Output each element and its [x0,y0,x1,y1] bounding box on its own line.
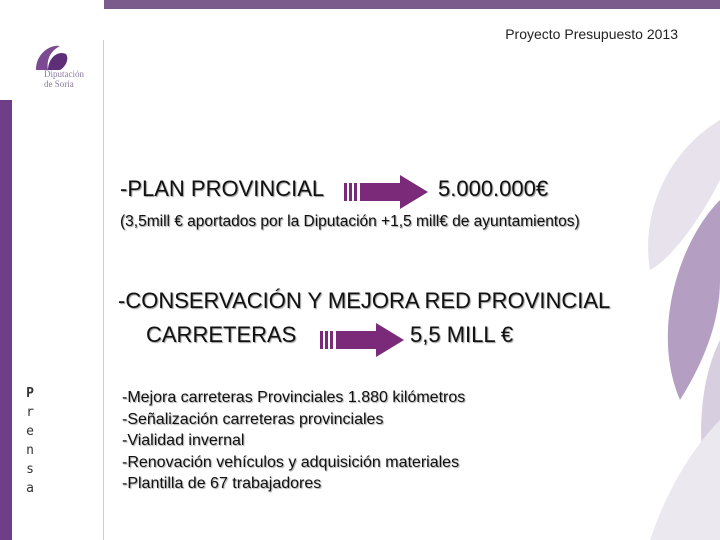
plan-provincial-note: (3,5mill € aportados por la Diputación +1,5 mill€ de ayuntamientos) [120,213,580,230]
list-item: -Mejora carreteras Provinciales 1.880 kilómetros [122,389,466,406]
side-label-prensa: P r e n s a [26,386,34,496]
conservacion-value: 5,5 MILL € [410,322,514,347]
logo-text: Diputación de Soria [44,69,84,89]
arrow-right-icon [318,322,406,358]
left-accent-bar [0,100,12,540]
list-item: -Señalización carreteras provinciales [122,410,384,428]
top-accent-bar [104,0,720,9]
list-item: -Plantilla de 67 trabajadores [122,475,322,492]
conservacion-label-line1: -CONSERVACIÓN Y MEJORA RED PROVINCIAL [118,288,611,313]
arrow-right-icon [342,174,430,210]
plan-provincial-value: 5.000.000€ [438,176,549,201]
decorative-leaf-shapes [610,120,720,540]
conservacion-label-line2: CARRETERAS [146,322,297,347]
list-item: -Vialidad invernal [122,432,245,449]
presentation-title: Proyecto Presupuesto 2013 [505,26,678,42]
vertical-divider [103,40,104,540]
plan-provincial-label: -PLAN PROVINCIAL [120,176,325,201]
list-item: -Renovación vehículos y adquisición materiales [122,453,460,471]
bullet-list [122,387,465,495]
